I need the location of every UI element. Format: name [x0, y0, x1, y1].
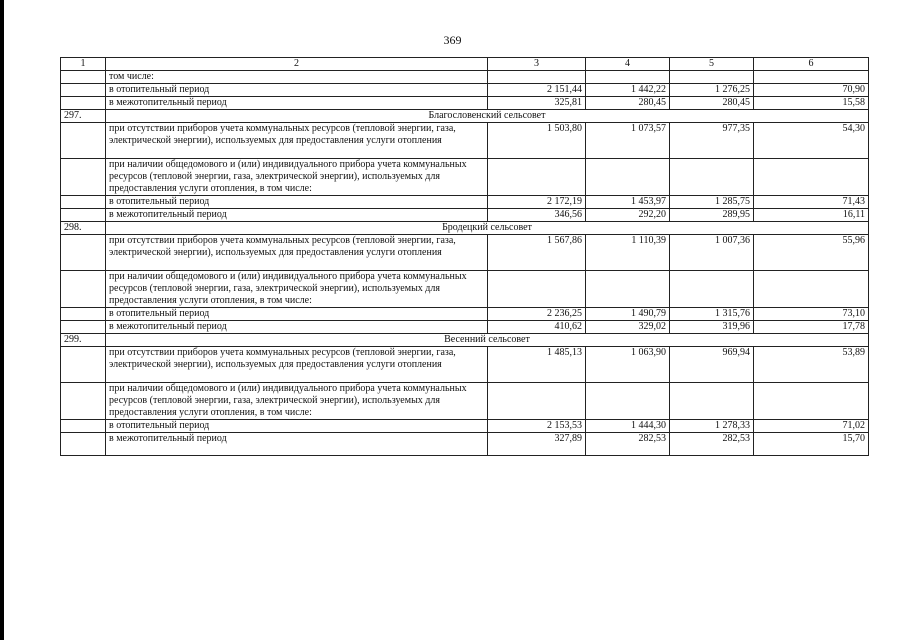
table-row: [61, 235, 869, 271]
value-cell: 1 110,39: [586, 235, 670, 271]
value-cell: 71,43: [754, 196, 869, 209]
value-cell: 2 236,25: [488, 308, 586, 321]
table-row: [61, 321, 869, 334]
table-row: [61, 71, 869, 84]
value-cell: 15,58: [754, 97, 869, 110]
table-row: [61, 84, 869, 97]
row-label: том числе:: [106, 71, 488, 84]
row-label: при отсутствии приборов учета коммунальных ресурсов (тепловой энергии, газа, электрической энергии), используемых для предоставления услуги отопления: [106, 235, 488, 271]
header-row: [61, 58, 869, 71]
section-header-row: [61, 334, 869, 347]
value-cell: 1 453,97: [586, 196, 670, 209]
header-cell: 1: [61, 58, 106, 71]
value-cell: 977,35: [670, 123, 754, 159]
value-cell: 2 151,44: [488, 84, 586, 97]
value-cell: 1 278,33: [670, 420, 754, 433]
value-cell: 71,02: [754, 420, 869, 433]
value-cell: 15,70: [754, 433, 869, 456]
value-cell: 969,94: [670, 347, 754, 383]
table-row: [61, 308, 869, 321]
value-cell: 1 444,30: [586, 420, 670, 433]
table-row: [61, 271, 869, 308]
row-label: в отопительный период: [106, 420, 488, 433]
value-cell: 280,45: [670, 97, 754, 110]
section-number: 299.: [61, 334, 106, 347]
table-row: [61, 420, 869, 433]
table-row: [61, 383, 869, 420]
page-number: 369: [443, 33, 462, 47]
tariff-table: [60, 57, 869, 456]
value-cell: 346,56: [488, 209, 586, 222]
section-header-row: [61, 110, 869, 123]
value-cell: 1 276,25: [670, 84, 754, 97]
value-cell: 1 442,22: [586, 84, 670, 97]
value-cell: 70,90: [754, 84, 869, 97]
value-cell: 1 073,57: [586, 123, 670, 159]
value-cell: 1 315,76: [670, 308, 754, 321]
section-title: Весенний сельсовет: [106, 334, 869, 347]
value-cell: 1 503,80: [488, 123, 586, 159]
section-number: 298.: [61, 222, 106, 235]
value-cell: 292,20: [586, 209, 670, 222]
value-cell: 327,89: [488, 433, 586, 456]
header-cell: 6: [754, 58, 869, 71]
value-cell: 55,96: [754, 235, 869, 271]
row-label: при наличии общедомового и (или) индивидуального прибора учета коммунальных ресурсов (тепловой энергии, газа, электрической энергии), используемых для предоставления услуги отопления, в том числе:: [106, 159, 488, 196]
row-label: в отопительный период: [106, 84, 488, 97]
table-row: [61, 123, 869, 159]
row-label: при наличии общедомового и (или) индивидуального прибора учета коммунальных ресурсов (тепловой энергии, газа, электрической энергии), используемых для предоставления услуги отопления, в том числе:: [106, 271, 488, 308]
value-cell: 53,89: [754, 347, 869, 383]
row-label: в межотопительный период: [106, 321, 488, 334]
row-label: в отопительный период: [106, 308, 488, 321]
value-cell: 1 007,36: [670, 235, 754, 271]
table-row: [61, 196, 869, 209]
value-cell: 282,53: [586, 433, 670, 456]
value-cell: 1 490,79: [586, 308, 670, 321]
table-row: [61, 209, 869, 222]
header-cell: 5: [670, 58, 754, 71]
row-label: при наличии общедомового и (или) индивидуального прибора учета коммунальных ресурсов (тепловой энергии, газа, электрической энергии), используемых для предоставления услуги отопления, в том числе:: [106, 383, 488, 420]
row-label: в межотопительный период: [106, 433, 488, 456]
table-row: [61, 159, 869, 196]
value-cell: 54,30: [754, 123, 869, 159]
value-cell: 280,45: [586, 97, 670, 110]
row-label: при отсутствии приборов учета коммунальных ресурсов (тепловой энергии, газа, электрической энергии), используемых для предоставления услуги отопления: [106, 347, 488, 383]
row-label: при отсутствии приборов учета коммунальных ресурсов (тепловой энергии, газа, электрической энергии), используемых для предоставления услуги отопления: [106, 123, 488, 159]
value-cell: 2 153,53: [488, 420, 586, 433]
value-cell: 325,81: [488, 97, 586, 110]
value-cell: 329,02: [586, 321, 670, 334]
value-cell: 410,62: [488, 321, 586, 334]
left-margin-bar: [0, 0, 4, 640]
row-label: в отопительный период: [106, 196, 488, 209]
section-title: Благословенский сельсовет: [106, 110, 869, 123]
value-cell: 17,78: [754, 321, 869, 334]
header-cell: 2: [106, 58, 488, 71]
header-cell: 3: [488, 58, 586, 71]
value-cell: 1 063,90: [586, 347, 670, 383]
table-row: [61, 347, 869, 383]
value-cell: 2 172,19: [488, 196, 586, 209]
value-cell: 1 567,86: [488, 235, 586, 271]
row-label: в межотопительный период: [106, 97, 488, 110]
header-cell: 4: [586, 58, 670, 71]
table-row: [61, 97, 869, 110]
value-cell: 289,95: [670, 209, 754, 222]
value-cell: 282,53: [670, 433, 754, 456]
value-cell: 1 485,13: [488, 347, 586, 383]
value-cell: 73,10: [754, 308, 869, 321]
value-cell: 1 285,75: [670, 196, 754, 209]
value-cell: 16,11: [754, 209, 869, 222]
row-label: в межотопительный период: [106, 209, 488, 222]
value-cell: 319,96: [670, 321, 754, 334]
table-row: [61, 433, 869, 456]
section-header-row: [61, 222, 869, 235]
section-title: Бродецкий сельсовет: [106, 222, 869, 235]
section-number: 297.: [61, 110, 106, 123]
